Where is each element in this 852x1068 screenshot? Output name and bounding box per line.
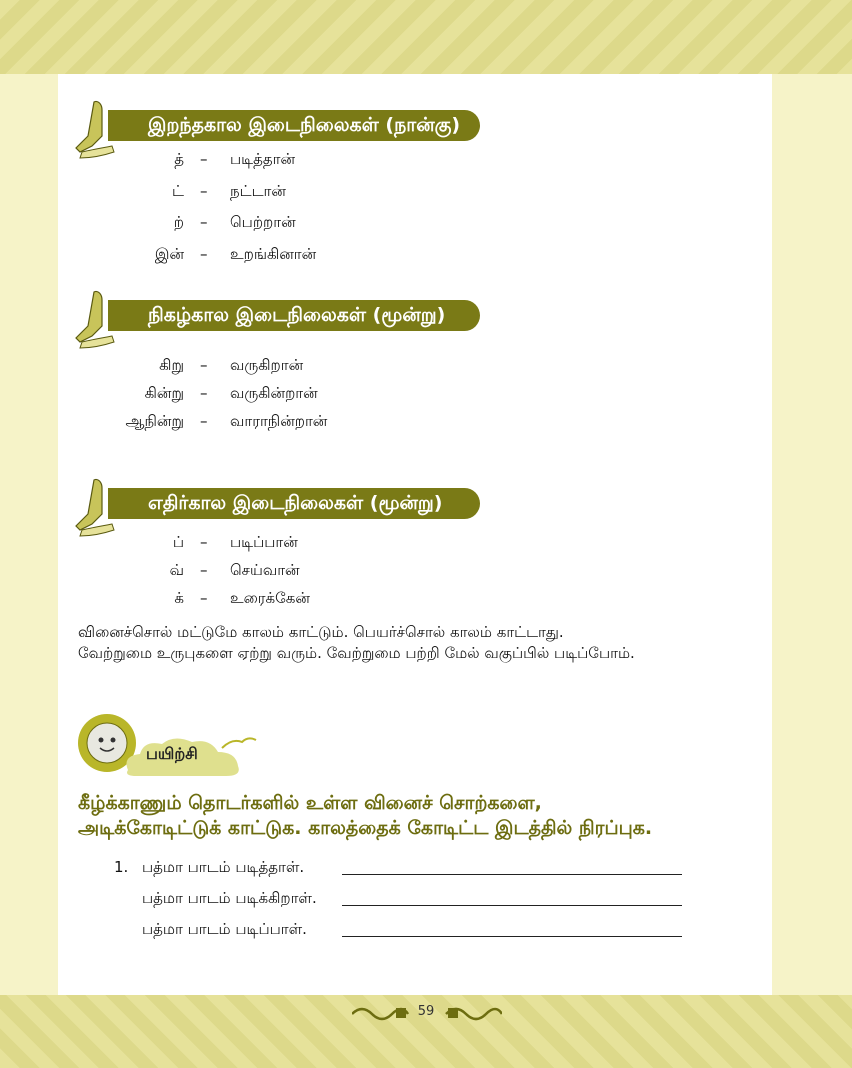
suffix-marker: கின்று [144,384,184,402]
answer-line[interactable] [342,905,682,906]
answer-line[interactable] [342,874,682,875]
exercise-sentence: பத்மா பாடம் படிக்கிறாள். [142,889,317,907]
suffix-marker: கிறு [159,356,184,374]
suffix-marker: ற் [173,213,184,231]
suffix-marker: க் [174,589,184,607]
suffix-marker: ஆநின்று [125,412,184,430]
dash: – [200,412,208,430]
example-word: செய்வான் [230,561,300,579]
section-title: இறந்தகால இடைநிலைகள் (நான்கு) [148,114,461,136]
exercise-instruction-line: அடிக்கோடிட்டுக் காட்டுக. காலத்தைக் கோடிட்ட இடத்தில் நிரப்புக. [78,817,653,839]
example-word: படிப்பான் [230,533,298,551]
dash: – [200,589,208,607]
section-banner-bar [108,488,480,519]
exercise-label: பயிற்சி [146,744,198,763]
paragraph-line: வினைச்சொல் மட்டுமே காலம் காட்டும். பெயர்ச்சொல் காலம் காட்டாது. [78,623,564,641]
example-word: உரைக்கேன் [230,589,310,607]
suffix-marker: த் [174,150,184,168]
suffix-marker: வ் [169,561,184,579]
section-banner-present [72,286,484,366]
exercise-sentence: பத்மா பாடம் படித்தாள். [142,858,305,876]
example-word: நட்டான் [230,182,286,200]
dash: – [200,561,208,579]
section-title: நிகழ்கால இடைநிலைகள் (மூன்று) [148,304,446,326]
example-word: பெற்றான் [230,213,296,231]
dash: – [200,182,208,200]
example-word: உறங்கினான் [230,245,317,263]
section-title: எதிர்கால இடைநிலைகள் (மூன்று) [148,492,443,514]
example-word: படித்தான் [230,150,296,168]
section-banner-bar [108,110,480,141]
dash: – [200,245,208,263]
answer-line[interactable] [342,936,682,937]
dash: – [200,213,208,231]
suffix-marker: ட் [172,182,184,200]
dash: – [200,150,208,168]
exercise-instruction-line: கீழ்க்காணும் தொடர்களில் உள்ள வினைச் சொற்களை, [78,792,542,814]
suffix-marker: இன் [154,245,184,263]
dash: – [200,384,208,402]
dash: – [200,356,208,374]
example-word: வருகிறான் [230,356,304,374]
example-word: வாராநின்றான் [230,412,328,430]
exercise-number: 1. [114,858,129,876]
right-margin [772,74,852,995]
page-number: 59 [417,1004,435,1019]
example-word: வருகின்றான் [230,384,318,402]
top-decorative-border [0,0,852,74]
paragraph-line: வேற்றுமை உருபுகளை ஏற்று வரும். வேற்றுமை பற்றி மேல் வகுப்பில் படிப்போம். [78,644,635,662]
dash: – [200,533,208,551]
exercise-sentence: பத்மா பாடம் படிப்பாள். [142,920,307,938]
left-margin [0,74,58,995]
suffix-marker: ப் [172,533,184,551]
section-banner-bar [108,300,480,331]
